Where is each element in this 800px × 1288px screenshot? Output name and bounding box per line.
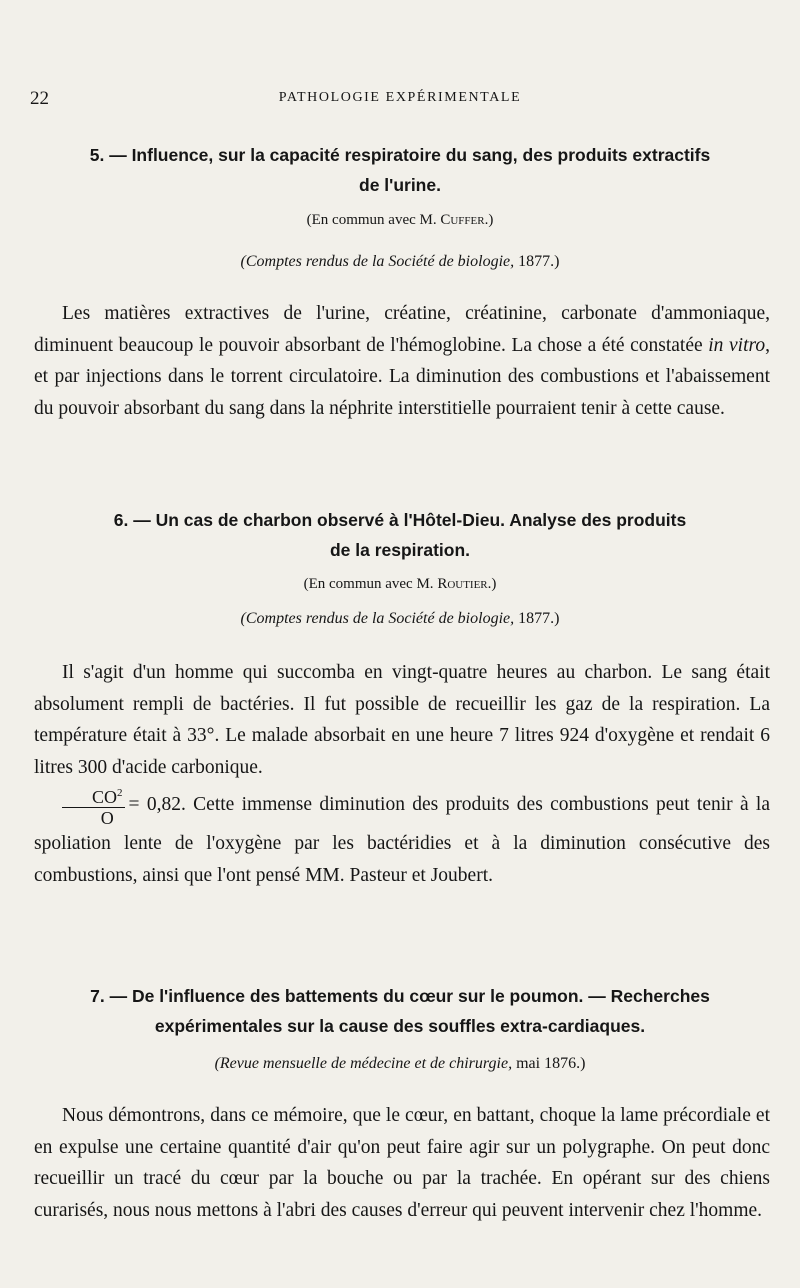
section-7-title xyxy=(30,981,770,1041)
body-text: Il s'agit d'un homme qui succomba en vingt-quatre heures au charbon. Le sang était absolument rempli de bactéries. Il fut possible de recueillir les gaz de la respiration. La température était à 33°. Le malade absorbait en une heure 7 litres 924 d'oxygène et rendait 6 litres 300 d'acide carbonique. xyxy=(34,662,770,778)
section-6-reference xyxy=(30,610,770,628)
section-6-paragraph xyxy=(34,657,770,891)
co2-over-o-fraction xyxy=(62,783,125,828)
page-number: 22 xyxy=(30,88,49,109)
body-text-end: , et par injections dans le torrent circulatoire. La diminution des combustions et l'abaissement du pouvoir absorbant du sang dans la néphrite interstitielle pourraient tenir à cette cause. xyxy=(34,334,770,419)
body-text-end: Cette immense diminution des produits des combustions peut tenir à la spoliation lente de l'oxygène par les bactéridies et à la diminution consécutive des combustions, ainsi que l'ont pensé MM. Pasteur et Joubert. xyxy=(34,793,771,886)
section-7-paragraph xyxy=(34,1100,770,1226)
section-6-title-line-2: de la respiration. xyxy=(329,540,471,560)
reference-source: (Revue mensuelle de médecine et de chirurgie, xyxy=(214,1055,513,1072)
reference-year: 1877.) xyxy=(514,253,560,270)
credit-name: Routier xyxy=(437,576,488,592)
section-6-title-line-1: 6. — Un cas de charbon observé à l'Hôtel-Dieu. Analyse des produits xyxy=(113,510,687,530)
credit-name: Cuffer xyxy=(440,212,485,228)
reference-year: mai 1876.) xyxy=(512,1055,586,1072)
credit-suffix: .) xyxy=(484,212,494,228)
section-5-body xyxy=(34,298,770,424)
section-7-reference xyxy=(30,1055,770,1073)
reference-source: (Comptes rendus de la Société de biologie, xyxy=(240,253,515,270)
page-header xyxy=(30,88,770,112)
running-title: PATHOLOGIE EXPÉRIMENTALE xyxy=(278,90,522,105)
section-6-body xyxy=(34,657,770,891)
section-5-title-line-2: de l'urine. xyxy=(359,175,441,195)
body-italic: in vitro xyxy=(702,334,766,356)
body-text: Nous démontrons, dans ce mémoire, que le cœur, en battant, choque la lame précordiale et en expulse une certaine quantité d'air qu'on peut faire agir sur un polygraphe. On peut donc recueillir un tracé du cœur par la bouche ou par la trachée. En opérant sur des chiens curarisés, nous nous mettons à l'abri des causes d'erreur qui peuvent intervenir chez l'homme. xyxy=(34,1105,770,1221)
formula-line xyxy=(34,783,770,891)
section-5-reference xyxy=(30,253,770,271)
credit-prefix: (En commun avec M. xyxy=(306,212,441,228)
formula-value: = 0,82. xyxy=(128,793,186,815)
section-5-title-line-1: 5. — Influence, sur la capacité respiratoire du sang, des produits extractifs xyxy=(89,145,711,165)
section-6-title xyxy=(30,505,770,565)
credit-suffix: .) xyxy=(487,576,497,592)
section-5-paragraph xyxy=(34,298,770,424)
section-7-body xyxy=(34,1100,770,1226)
reference-year: 1877.) xyxy=(514,610,560,627)
section-7-title-line-1: 7. — De l'influence des battements du cœur sur le poumon. — Recherches xyxy=(90,986,710,1006)
credit-prefix: (En commun avec M. xyxy=(303,576,438,592)
body-text: Les matières extractives de l'urine, créatine, créatinine, carbonate d'ammoniaque, diminuent beaucoup le pouvoir absorbant de l'hémoglobine. La chose a été constatée xyxy=(34,303,770,356)
section-7-title-line-2: expérimentales sur la cause des souffles extra-cardiaques. xyxy=(154,1016,646,1036)
reference-source: (Comptes rendus de la Société de biologie, xyxy=(240,610,515,627)
fraction-denominator: O xyxy=(100,808,114,828)
fraction-numerator: $CO^2$ xyxy=(62,783,125,808)
section-5-title xyxy=(30,140,770,200)
section-5-credit xyxy=(30,212,770,229)
section-6-credit xyxy=(30,576,770,593)
